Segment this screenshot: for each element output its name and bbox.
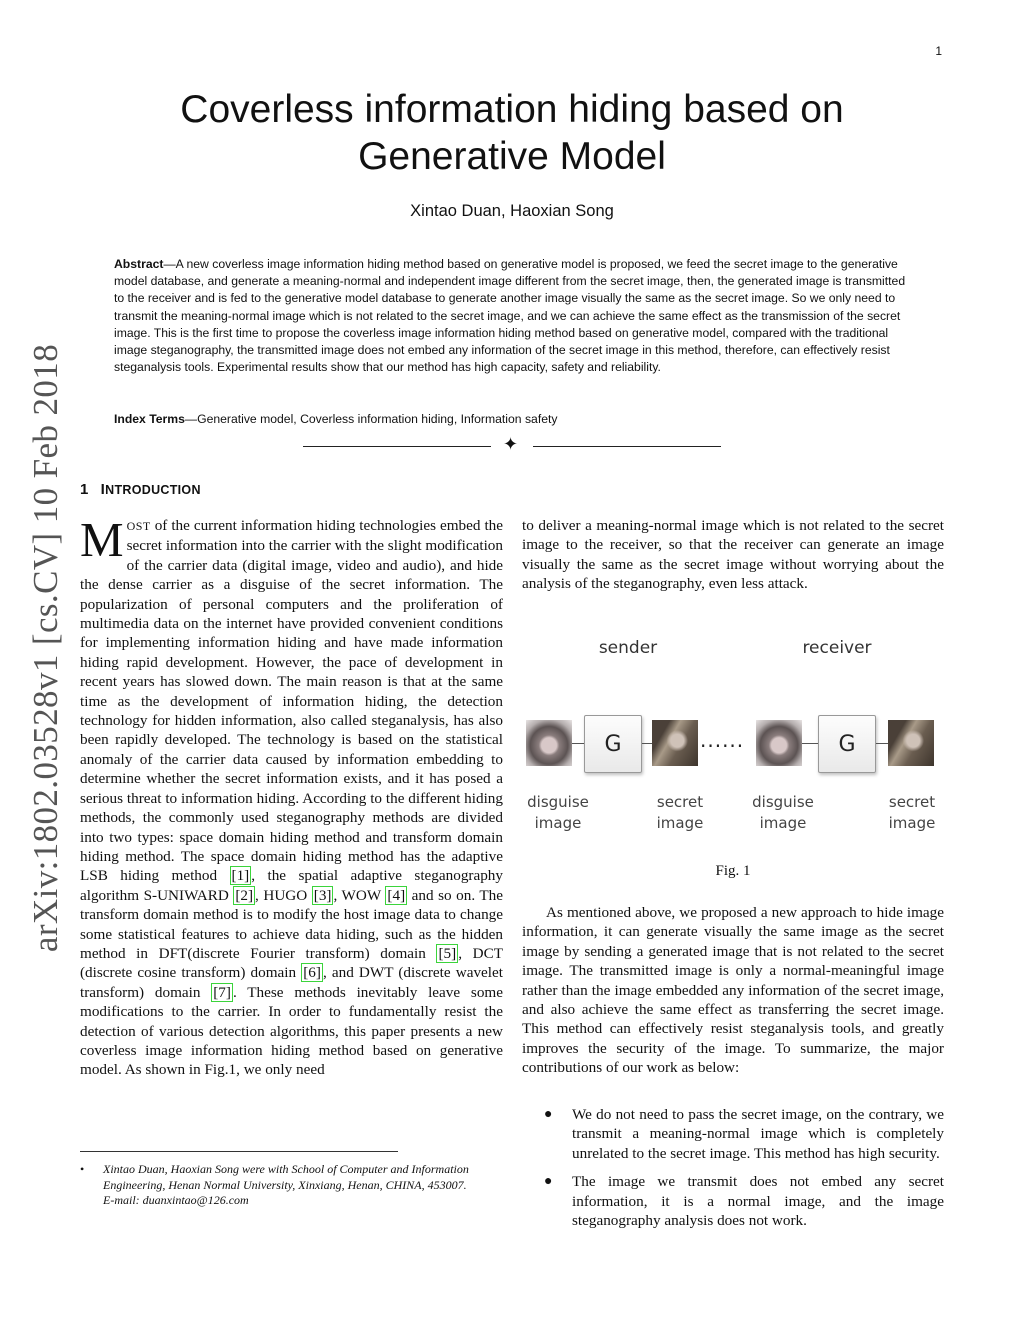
separator-left bbox=[303, 446, 491, 447]
label-line: disguise bbox=[527, 793, 589, 811]
figure-caption: Fig. 1 bbox=[715, 863, 751, 879]
generator-box-receiver: G bbox=[818, 715, 876, 773]
citation-link[interactable]: [3] bbox=[313, 886, 332, 904]
dropcap: M bbox=[80, 512, 124, 567]
paper-title: Coverless information hiding based on Generative Model bbox=[180, 88, 844, 178]
label-line: secret bbox=[656, 793, 704, 811]
footnote bbox=[80, 1162, 503, 1209]
citation-link[interactable]: [7] bbox=[213, 983, 231, 1001]
contributions-list bbox=[522, 1105, 944, 1239]
section-heading bbox=[80, 481, 201, 498]
generator-box-sender: G bbox=[584, 715, 642, 773]
receiver-label: receiver bbox=[802, 638, 872, 658]
footnote-bullet: • bbox=[80, 1162, 85, 1176]
index-terms-label: Index Terms bbox=[114, 412, 185, 426]
secret-image-receiver bbox=[888, 720, 934, 766]
secret-image-label-receiver bbox=[872, 792, 952, 834]
sender-label: sender bbox=[598, 638, 658, 658]
page-number: 1 bbox=[935, 44, 942, 58]
disguise-image-sender bbox=[526, 720, 572, 766]
bullet-icon: ● bbox=[544, 1174, 553, 1190]
label-line: disguise bbox=[752, 793, 814, 811]
arrow bbox=[802, 743, 818, 744]
citation-link[interactable]: [6] bbox=[303, 964, 321, 982]
intro-text: and so on. The transform domain method is to modify the host image data to change some statistical features to achieve data hiding, such as the hidden method in DFT(discrete Fourier transform) domain bbox=[80, 886, 503, 962]
arrow bbox=[876, 743, 888, 744]
intro-text: , DCT (discrete cosine transform) domain bbox=[80, 944, 504, 982]
citation-link[interactable]: [1] bbox=[231, 867, 250, 885]
footnote-email: E-mail: duanxintao@126.com bbox=[103, 1193, 249, 1207]
intro-text: , and DWT (discrete wavelet transform) domain bbox=[80, 964, 503, 1001]
disguise-image-label-sender bbox=[518, 792, 598, 834]
disguise-image-receiver bbox=[756, 720, 802, 766]
arrow bbox=[572, 743, 584, 744]
list-item-text: We do not need to pass the secret image, on the contrary, we transmit a meaning-normal image which is completely unrelated to the secret image. This method has high security. bbox=[572, 1106, 944, 1162]
disguise-image-label-receiver bbox=[743, 792, 823, 834]
label-line: image bbox=[888, 814, 936, 832]
citation-link[interactable]: [4] bbox=[387, 886, 406, 904]
arrow bbox=[642, 743, 652, 744]
secret-image-sender bbox=[652, 720, 698, 766]
intro-right-paragraph: to deliver a meaning-normal image which is not related to the secret image to the receiver, so that the receiver can generate an image visually the same as the secret image without worrying about the analysis of the steganography, even less attack. bbox=[522, 517, 944, 593]
intro-text: , WOW bbox=[333, 886, 386, 904]
intro-smallcaps: OST bbox=[126, 519, 151, 533]
label-line: image bbox=[656, 814, 704, 832]
intro-text: . These methods inevitably leave some modifications to the carrier. In order to fundamentally resist the detection of various detection algorithms, this paper presents a new coverless image information hiding method based on generative model. As shown in Fig.1, we only need bbox=[80, 983, 503, 1079]
figure-1 bbox=[522, 628, 944, 858]
section-title-first: I bbox=[100, 481, 106, 498]
separator-right bbox=[533, 446, 721, 447]
bullet-icon: ● bbox=[544, 1107, 553, 1122]
intro-text: of the current information hiding technologies embed the secret information into the carrier with the slight modification of the carrier data (digital image, video and audio), and hide the dense carrier as a disguise of the secret information. The popularization of personal computers and the proliferation of multimedia data on the internet have provided convenient conditions for implementing information hiding and have made information hiding rapid development. However, the pace of development in recent years has slowed down. The main reason is that at the same time as the development of information hiding, the detection technology for hidden information, also called steganalysis, has also been rapidly developed. The technology is based on the statistical anomaly of the carrier data caused by information embedding to determine whether the secret information exists, and it has posed a serious threat to information hiding. According to the different hiding methods, the commonly used steganography methods are divided into two types: space domain hiding method and transform domain hiding method. The space domain hiding method has the adaptive LSB hiding method bbox=[80, 517, 503, 885]
abstract bbox=[114, 256, 914, 376]
intro-text: , HUGO bbox=[255, 886, 312, 904]
abstract-label: Abstract bbox=[114, 257, 164, 271]
intro-text: , the spatial adaptive steganography algorithm S-UNIWARD bbox=[80, 867, 503, 904]
transmission-dots: ...... bbox=[700, 728, 745, 752]
citation-link[interactable]: [2] bbox=[235, 886, 254, 904]
list-item bbox=[522, 1172, 944, 1230]
footnote-text: Xintao Duan, Haoxian Song were with School of Computer and Information Engineering, Henan Normal University, Xinxiang, Henan, CHINA, 453007. bbox=[103, 1162, 469, 1192]
label-line: image bbox=[534, 814, 582, 832]
abstract-text: —A new coverless image information hiding method based on generative model is proposed, we feed the secret image to the generative model database, and generate a meaning-normal and independent image different from the secret image, then, the generated image is transmitted to the receiver and is fed to the generative model database to generate another image visually the same as the secret image. So we only need to transmit the meaning-normal image which is not related to the secret image, and we can achieve the same effect as the transmission of the secret image. This is the first time to propose the coverless image information hiding method based on generative model, compared with the traditional image steganography, the transmitted image does not embed any information of the secret image in this method, therefore, can effectively resist steganalysis tools. Experimental results show that our method has high capacity, safety and reliability. bbox=[114, 257, 906, 375]
list-item bbox=[522, 1105, 944, 1163]
index-terms bbox=[114, 412, 914, 426]
section-number: 1 bbox=[80, 481, 89, 498]
label-line: image bbox=[759, 814, 807, 832]
arxiv-stamp: arXiv:1802.03528v1 [cs.CV] 10 Feb 2018 bbox=[26, 343, 65, 953]
index-terms-text: —Generative model, Coverless information hiding, Information safety bbox=[184, 412, 558, 426]
list-item-text: The image we transmit does not embed any secret information, it is a normal image, and the image steganography analysis does not work. bbox=[572, 1173, 944, 1230]
footnote-rule bbox=[80, 1151, 398, 1152]
citation-link[interactable]: [5] bbox=[438, 944, 457, 962]
intro-left-column bbox=[80, 512, 504, 1080]
secret-image-label-sender bbox=[640, 792, 720, 834]
authors: Xintao Duan, Haoxian Song bbox=[410, 202, 614, 220]
label-line: secret bbox=[888, 793, 936, 811]
separator-star-icon: ✦ bbox=[503, 434, 519, 455]
section-title-rest: NTRODUCTION bbox=[105, 483, 201, 497]
intro-right-paragraph-2: As mentioned above, we proposed a new approach to hide image information, it can generate visually the same image as the secret image by sending a generated image that is not related to the secret image. The transmitted image is only a normal-meaningful image rather than the image embedded any information of the secret image, and also achieve the same effect as transferring the secret image. This method can effectively resist steganalysis tools, and greatly improves the security of the image. To summarize, the major contributions of our work as below: bbox=[522, 904, 944, 1077]
